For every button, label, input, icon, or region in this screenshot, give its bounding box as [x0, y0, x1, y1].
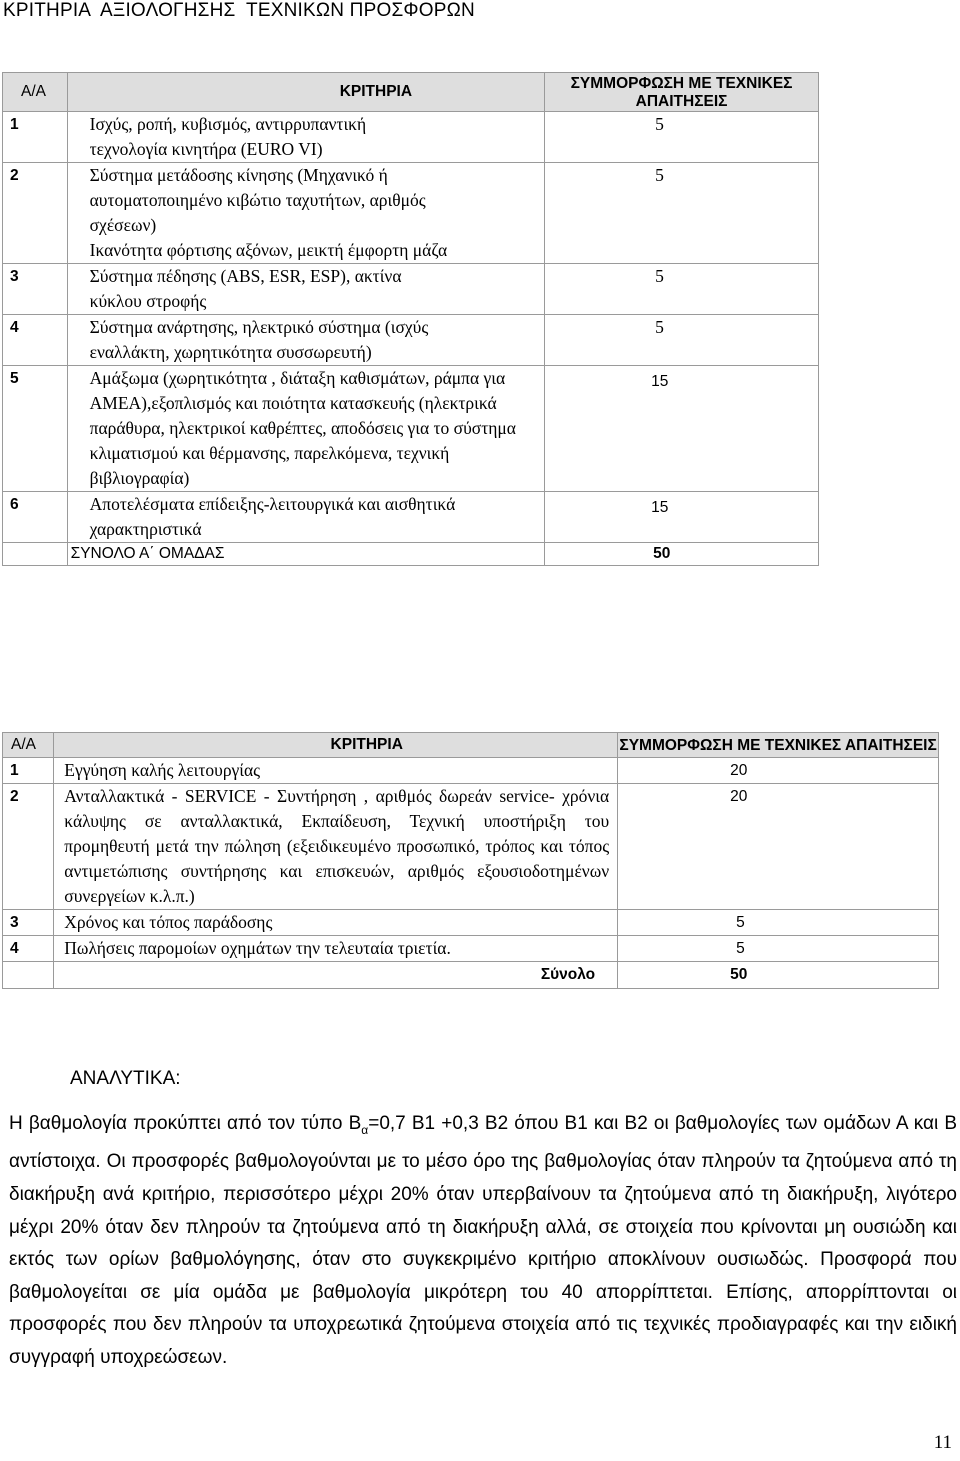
row-criteria-extra: Ικανότητα φόρτισης αξόνων, μεικτή έμφορτη μάζα: [89, 240, 448, 260]
row-criteria: Σύστημα πέδησης (ABS, ESR, ESP), ακτίνα κύκλου στροφής: [67, 264, 544, 315]
row-criteria: Ισχύς, ροπή, κυβισμός, αντιρρυπαντική τεχνολογία κινητήρα (EURO VI): [67, 112, 544, 163]
row-criteria: Εγγύηση καλής λειτουργίας: [54, 758, 618, 784]
total-value: 50: [545, 543, 819, 566]
table-row: [3, 366, 819, 492]
row-num: 1: [3, 758, 54, 784]
header-compliance: ΣΥΜΜΟΡΦΩΣΗ ΜΕ ΤΕΧΝΙΚΕΣ ΑΠΑΙΤΗΣΕΙΣ: [545, 73, 819, 112]
table-row: [3, 163, 819, 264]
row-score: 15: [545, 492, 819, 543]
table-header-row: [3, 73, 819, 112]
row-score: 20: [618, 784, 939, 910]
row-score: 5: [545, 264, 819, 315]
total-empty-cell: [3, 962, 54, 989]
row-criteria: Χρόνος και τόπος παράδοσης: [54, 910, 618, 936]
row-criteria: Ανταλλακτικά - SERVICE - Συντήρηση , αριθμός δωρεάν service- χρόνια κάλυψης σε ανταλλακτικά, Εκπαίδευση, Τεχνική υποστήριξη του προμηθευτή μετά την πώληση (εξειδικευμένο προσωπικό, τρόπος και τόπος αντιμετώπισης συντήρησης και επισκευών, αριθμός εξουσιοδοτημένων συνεργείων κ.λ.π.): [54, 784, 618, 910]
table-row: [3, 936, 939, 962]
header-num: Α/Α: [3, 733, 54, 758]
row-score: 15: [545, 366, 819, 492]
row-criteria: Αποτελέσματα επίδειξης-λειτουργικά και αισθητικά χαρακτηριστικά: [67, 492, 544, 543]
analytic-subscript: α: [361, 1122, 369, 1137]
row-num: 2: [3, 784, 54, 910]
row-num: 5: [3, 366, 68, 492]
header-compliance: ΣΥΜΜΟΡΦΩΣΗ ΜΕ ΤΕΧΝΙΚΕΣ ΑΠΑΙΤΗΣΕΙΣ: [618, 733, 939, 758]
total-label: Σύνολο: [54, 962, 618, 989]
analytic-text-rest: =0,7 Β1 +0,3 Β2 όπου Β1 και Β2 οι βαθμολογίες των ομάδων Α και Β αντίστοιχα. Οι προσφορές βαθμολογούνται με το μέσο όρο της βαθμολογίας όταν πληρούν τα ζητούμενα από τη διακήρυξη ανά κριτήριο, περισσότερο μέχρι 20% όταν υπερβαίνουν τα ζητούμενα από τη διακήρυξη, λιγότερο μέχρι 20% όταν δεν πληρούν τα ζητούμενα από τη διακήρυξη αλλά, σε στοιχεία που κρίνονται μη ουσιώδη και εκτός των ορίων βαθμολόγησης, όταν στο συγκεκριμένο κριτήριο αποκλίνουν ουσιωδώς. Προσφορά που βαθμολογείται σε μία ομάδα με βαθμολογία μικρότερη του 40 απορρίπτεται. Επίσης, απορρίπτονται οι προσφορές που δεν πληρούν τα υποχρεωτικά ζητούμενα στοιχεία από τις τεχνικές προδιαγραφές και την ειδική συγγραφή υποχρεώσεων.: [9, 1113, 957, 1368]
total-empty-cell: [3, 543, 68, 566]
analytic-heading: ΑΝΑΛΥΤΙΚΑ:: [70, 1068, 181, 1089]
row-num: 3: [3, 910, 54, 936]
header-num: Α/Α: [3, 73, 68, 112]
row-score: 5: [545, 112, 819, 163]
row-score: 5: [545, 163, 819, 264]
row-num: 4: [3, 315, 68, 366]
page-number: 11: [933, 1432, 952, 1453]
criteria-table-b: [2, 732, 939, 989]
row-score: 5: [618, 936, 939, 962]
header-criteria: ΚΡΙΤΗΡΙΑ: [67, 73, 544, 112]
header-criteria: ΚΡΙΤΗΡΙΑ: [54, 733, 618, 758]
row-num: 2: [3, 163, 68, 264]
total-label: ΣΥΝΟΛΟ Α΄ ΟΜΑΔΑΣ: [67, 543, 544, 566]
row-score: 5: [545, 315, 819, 366]
table-row: [3, 315, 819, 366]
row-num: 6: [3, 492, 68, 543]
row-score: 20: [618, 758, 939, 784]
table-row: [3, 758, 939, 784]
row-criteria: Πωλήσεις παρομοίων οχημάτων την τελευταία τριετία.: [54, 936, 618, 962]
analytic-text-start: Η βαθμολογία προκύπτει από τον τύπο Β: [9, 1113, 362, 1134]
table-row: [3, 112, 819, 163]
row-criteria: Σύστημα ανάρτησης, ηλεκτρικό σύστημα (ισχύς εναλλάκτη, χωρητικότητα συσσωρευτή): [67, 315, 544, 366]
table-row: [3, 910, 939, 936]
table-row: [3, 492, 819, 543]
row-score: 5: [618, 910, 939, 936]
row-num: 1: [3, 112, 68, 163]
page-title: ΚΡΙΤΗΡΙΑ ΑΞΙΟΛΟΓΗΣΗΣ ΤΕΧΝΙΚΩΝ ΠΡΟΣΦΟΡΩΝ: [3, 0, 475, 21]
row-num: 4: [3, 936, 54, 962]
table-header-row: [3, 733, 939, 758]
criteria-table-a: [2, 72, 819, 566]
row-num: 3: [3, 264, 68, 315]
row-criteria: Αμάξωμα (χωρητικότητα , διάταξη καθισμάτων, ράμπα για ΑΜΕΑ),εξοπλισμός και ποιότητα κατασκευής (ηλεκτρικά παράθυρα, ηλεκτρικοί καθρέπτες, αποδόσεις για το σύστημα κλιματισμού και θέρμανσης, παρελκόμενα, τεχνική βιβλιογραφία): [67, 366, 544, 492]
row-criteria-text: Σύστημα μετάδοσης κίνησης (Μηχανικό ή αυτοματοποιημένο κιβώτιο ταχυτήτων, αριθμός σχέσεων): [89, 165, 426, 235]
total-value: 50: [618, 962, 939, 989]
total-row: [3, 962, 939, 989]
analytic-paragraph: [9, 1108, 957, 1375]
table-row: [3, 264, 819, 315]
row-criteria: [67, 163, 544, 264]
table-row: [3, 784, 939, 910]
total-row: [3, 543, 819, 566]
